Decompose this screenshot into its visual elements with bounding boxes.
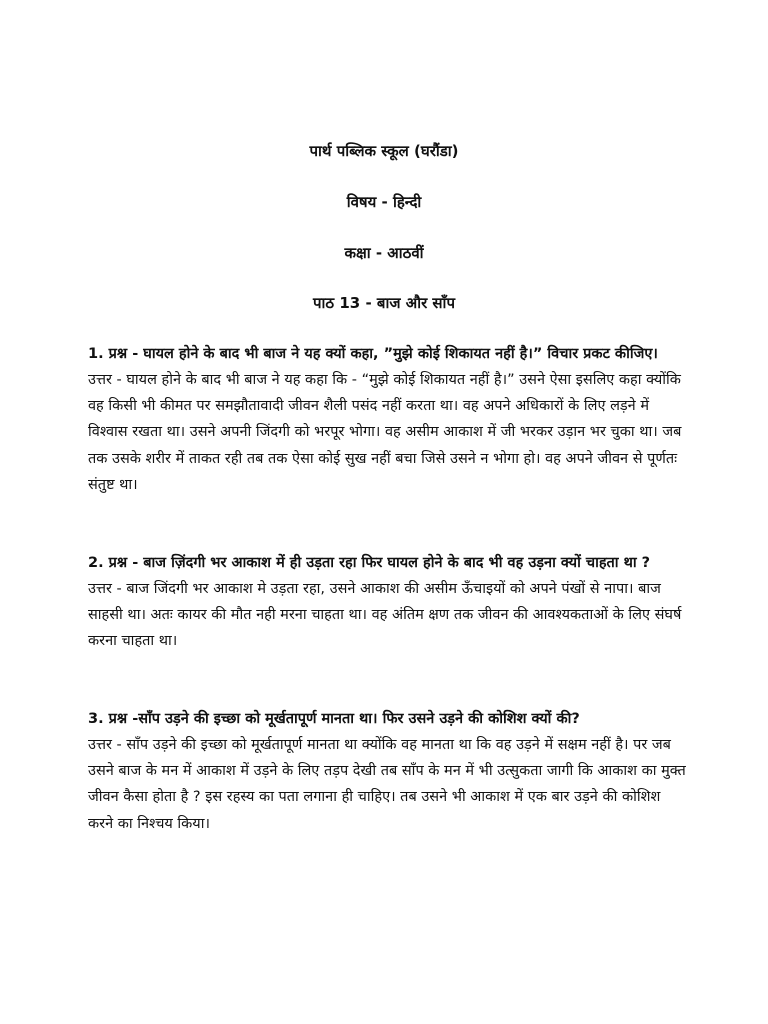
answer-text: उत्तर - घायल होने के बाद भी बाज ने यह कहा कि - “मुझे कोई शिकायत नहीं है।” उसने ऐसा इसलिए कहा क्योंकि वह किसी भी कीमत पर समझौतावादी जीवन शैली पसंद नहीं करता था। वह अपने अधिकारों के लिए लड़ने में विश्वास रखता था। उसने अपनी जिंदगी को भरपूर भोगा। वह असीम आकाश में जी भरकर उड़ान भर चुका था। जब तक उसके शरीर में ताकत रही तब तक ऐसा कोई सुख नहीं बचा जिसे उसने न भोगा हो। वह अपने जीवन से पूर्णतः संतुष्ट था। [88,372,682,493]
question-block-2 [88,550,688,655]
question-block-1 [88,341,688,498]
answer-text: उत्तर - बाज जिंदगी भर आकाश मे उड़ता रहा, उसने आकाश की असीम ऊँचाइयों को अपने पंखों से नापा। बाज साहसी था। अतः कायर की मौत नही मरना चाहता था। वह अंतिम क्षण तक जीवन की आवश्यकताओं के लिए संघर्ष करना चाहता था। [88,581,682,650]
subject-heading: विषय - हिन्दी [346,193,422,211]
question-text: 3. प्रश्न -साँप उड़ने की इच्छा को मूर्खतापूर्ण मानता था। फिर उसने उड़ने की कोशिश क्यों की? [88,711,580,727]
school-name: पार्थ पब्लिक स्कूल (घरौंडा) [309,142,459,160]
question-text: 1. प्रश्न - घायल होने के बाद भी बाज ने यह क्यों कहा, ”मुझे कोई शिकायत नहीं है।” विचार प्रकट कीजिए। [88,346,658,362]
lesson-title: पाठ 13 - बाज और साँप [313,294,455,312]
class-heading: कक्षा - आठवीं [344,244,424,262]
question-text: 2. प्रश्न - बाज ज़िंदगी भर आकाश में ही उड़ता रहा फिर घायल होने के बाद भी वह उड़ना क्यों चाहता था ? [88,555,651,571]
question-block-3 [88,706,688,837]
answer-text: उत्तर - साँप उड़ने की इच्छा को मूर्खतापूर्ण मानता था क्योंकि वह मानता था कि वह उड़ने में सक्षम नहीं है। पर जब उसने बाज के मन में आकाश में उड़ने के लिए तड़प देखी तब साँप के मन में भी उत्सुकता जागी कि आकाश का मुक्त जीवन कैसा होता है ? इस रहस्य का पता लगाना ही चाहिए। तब उसने भी आकाश में एक बार उड़ने की कोशिश करने का निश्चय किया। [88,737,686,832]
